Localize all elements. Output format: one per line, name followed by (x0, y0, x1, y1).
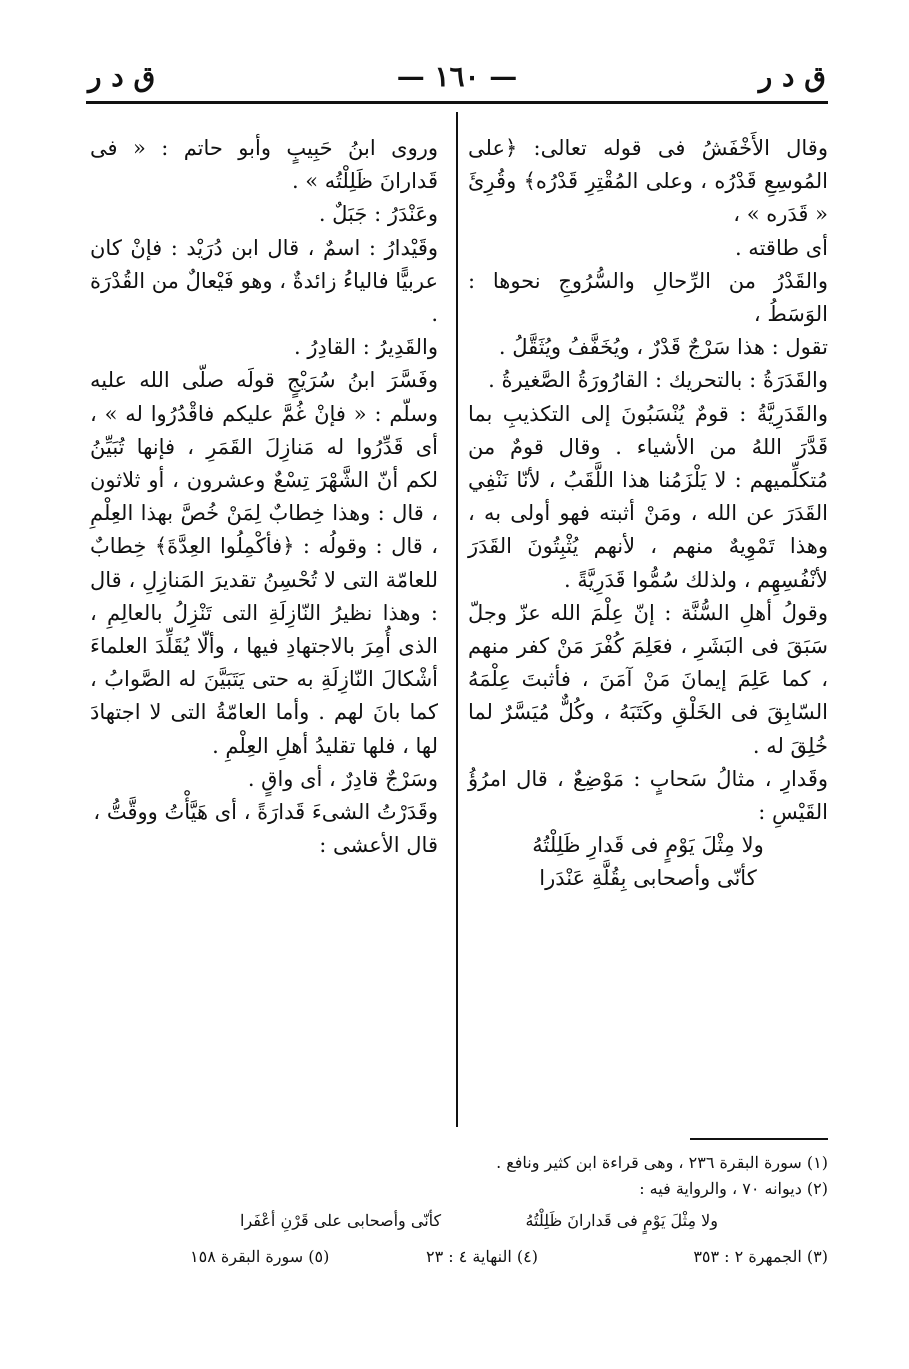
paragraph: وسَرْجٌ قادِرٌ ، أى واقٍ . (247, 766, 438, 791)
footnote-verse-hemistich-2: كأنّى وأصحابى على قَرْنِ أعْفَرا (240, 1211, 442, 1230)
paragraph: وروى ابنُ حَبِيبٍ وأبو حاتم : « فى قَدارانَ ظَلِلْتُه » . (90, 136, 438, 194)
root-letters-left: ق د ر (88, 60, 156, 93)
header-rule (86, 101, 828, 104)
paragraph: وفَسَّرَ ابنُ سُرَيْجٍ قولَه صلّى الله عليه وسلّم : « فإنْ غُمَّ عليكم فاقْدُرُوا له » ، أى قَدِّرُوا له مَنازِلَ القَمَرِ ، فإنها تُبَيِّنُ لكم أنّ الشَّهْرَ تِسْعٌ وعشرون ، أو ثلاثون ، قال : وهذا خِطابٌ لِمَنْ خُصَّ بهذا العِلْمِ ، قال : وقولُه : ﴿فأكْمِلُوا العِدَّةَ﴾ خِطابٌ للعامّة التى لا تُحْسِنُ تقديرَ المَنازِلِ ، قال : وهذا نظيرُ النّازِلَةِ التى تَنْزِلُ بالعالِمِ ، الذى أُمِرَ بالاجتهادِ فيها ، وألّا يُقَلِّدَ العلماءَ أشْكالَ النّازِلَةِ به حتى يَتَبَيَّنَ له الصَّوابُ ، كما بانَ لهم . وأما العامّةُ التى لا اجتهادَ لها ، فلها تقليدُ أهلِ العِلْمِ . (90, 368, 438, 758)
paragraph: وعَنْدَرُ : جَبَلٌ . (318, 202, 438, 227)
paragraph: قال الأعشى : (319, 833, 438, 858)
paragraph: والقَدَرِيَّةُ : قومٌ يُنْسَبُونَ إلى التكذيبِ بما قَدَّرَ اللهُ من الأشياء . وقال قومٌ من مُتكلِّميهم : لا يَلْزَمُنا هذا اللَّقَبُ ، لأنّا نَنْفِي القَدَرَ عن الله ، ومَنْ أثبته فهو أولى به ، وهذا تَمْوِيهٌ منهم ، لأنهم يُثْبِتُونَ القَدَرَ لأنْفُسِهِم ، ولذلك سُمُّوا قَدَرِيَّةً . (468, 401, 828, 592)
root-letters-right: ق د ر (758, 60, 826, 93)
paragraph: وقَدَرْتُ الشىءَ قَدارَةً ، أى هَيَّأْتُ ووقَّتُّ ، (93, 800, 438, 825)
paragraph: وقَدارِ ، مثالُ سَحابٍ : مَوْضِعٌ ، قال امرُؤُ القَيْسِ : (468, 766, 828, 825)
footnote-3: (٣) الجمهرة ٢ : ٣٥٣ (693, 1247, 828, 1266)
footnote-4: (٤) النهاية ٤ : ٢٣ (425, 1247, 538, 1266)
footnote-references (90, 1244, 828, 1274)
verse-line: ولا مِثْلَ يَوْمٍ فى قَدارِ ظَلِلْتُهُ (532, 833, 764, 858)
paragraph: والقَدِيرُ : القادِرُ . (294, 335, 438, 360)
footnote-2: (٢) ديوانه ٧٠ ، والرواية فيه : (639, 1179, 828, 1198)
paragraph: وقولُ أهلِ السُّنَّة : إنّ عِلْمَ الله عزّ وجلّ سَبَقَ فى البَشَرِ ، فعَلِمَ كُفْرَ مَنْ كفر منهم ، كما عَلِمَ إيمانَ مَنْ آمَنَ ، فأثبتَ عِلْمَهُ السّابِقَ فى الخَلْقِ وكَتَبَهُ ، وكُلٌّ مُيَسَّرٌ لما خُلِقَ له . (468, 600, 828, 758)
column-divider (456, 112, 458, 1127)
paragraph: وقال الأَخْفَشُ فى قوله تعالى: ﴿على المُوسِعِ قَدْرُه ، وعلى المُقْتِرِ قَدْرُه﴾ وقُرِئَ « قَدَره » ، (468, 136, 828, 227)
footnote-verse (90, 1204, 828, 1238)
paragraph: وقَيْدارُ : اسمٌ ، قال ابن دُرَيْد : فإنْ كان عربيًّا فالياءُ زائدةٌ ، وهو فَيْعالٌ من القُدْرَة . (90, 235, 438, 327)
paragraph: أى طاقته . (734, 235, 828, 260)
page-number: — ١٦٠ — (396, 60, 518, 93)
footnote-verse-hemistich-1: ولا مِثْلَ يَوْمٍ فى قَدارانَ ظَلِلْتُهُ (525, 1211, 718, 1230)
footnote-5: (٥) سورة البقرة ١٥٨ (190, 1247, 330, 1266)
footnote-1: (١) سورة البقرة ٢٣٦ ، وهى قراءة ابن كثير ونافع . (496, 1153, 828, 1172)
paragraph: والقَدَرَةُ : بالتحريك : القارُورَةُ الصَّغيرةُ . (488, 368, 828, 393)
right-column (468, 132, 828, 896)
footnote-rule (690, 1138, 828, 1140)
footnotes (90, 1150, 828, 1274)
running-head (88, 60, 826, 100)
verse-line: كأنّى وأصحابى بِقُلَّةِ عَنْدَرا (539, 866, 757, 891)
paragraph: والقَدْرُ من الرِّحالِ والسُّرُوجِ نحوها : الوَسَطُ ، (468, 268, 828, 327)
paragraph: تقول : هذا سَرْجٌ قَدْرٌ ، ويُخَفَّفُ ويُثَقَّلُ . (498, 335, 828, 360)
left-column (90, 132, 438, 862)
